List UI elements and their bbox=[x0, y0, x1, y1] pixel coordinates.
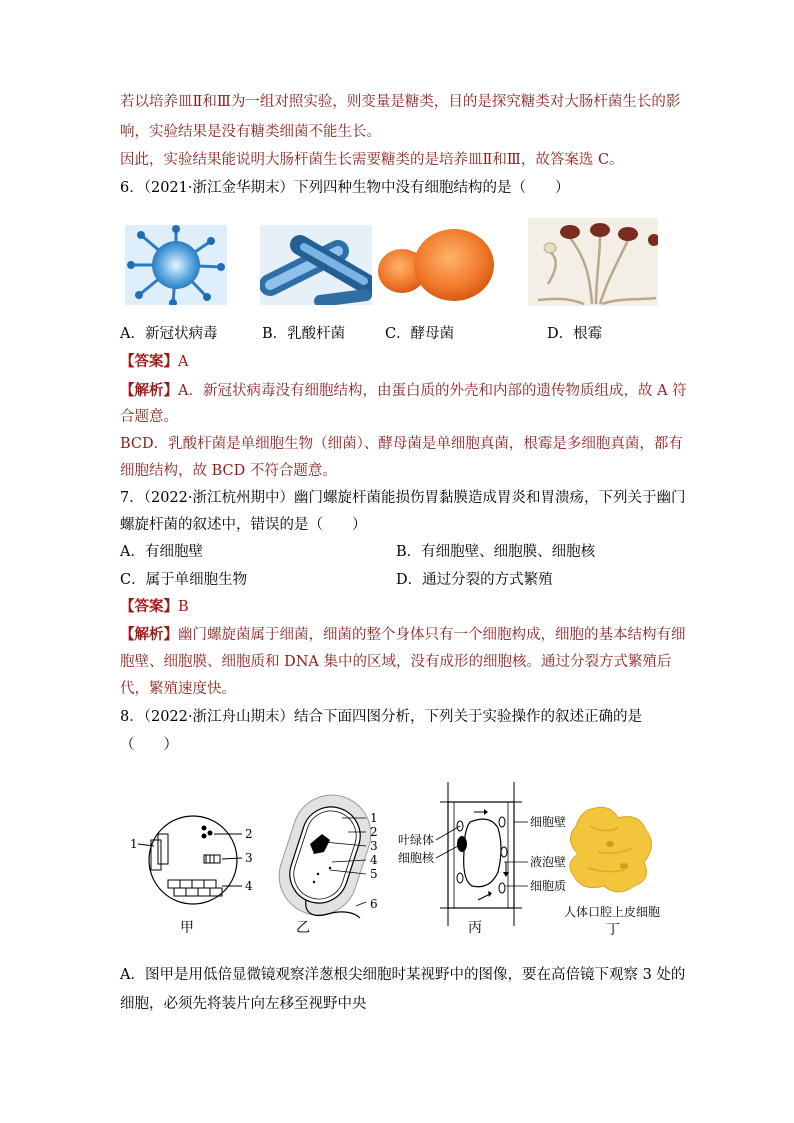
yi-num-5: 5 bbox=[370, 867, 378, 881]
q7-stem: 螺旋杆菌的叙述中，错误的是（ ） bbox=[120, 517, 367, 533]
analysis-line: 细胞结构，故 BCD 不符合题意。 bbox=[120, 463, 337, 479]
explanation-line: 响，实验结果是没有糖类细菌不能生长。 bbox=[120, 124, 381, 140]
q6-answer bbox=[120, 352, 188, 372]
yi-num-3: 3 bbox=[370, 839, 378, 853]
jia-num-4: 4 bbox=[245, 879, 253, 893]
yi-num-1: 1 bbox=[370, 811, 378, 825]
q8-option-a: 细胞，必须先将装片向左移至视野中央 bbox=[120, 996, 367, 1012]
label-ding: 丁 bbox=[606, 922, 620, 938]
q7-option-c: C．属于单细胞生物 bbox=[120, 572, 248, 588]
q6-option-b: B．乳酸杆菌 bbox=[262, 326, 346, 342]
analysis-line: 胞壁、细胞膜、细胞质和 DNA 集中的区域，没有成形的细胞核。通过分裂方式繁殖后 bbox=[120, 654, 672, 670]
bing-label-cytoplasm: 细胞质 bbox=[530, 879, 567, 893]
analysis-text: A．新冠状病毒没有细胞结构，由蛋白质的外壳和内部的遗传物质组成，故 A 符 bbox=[178, 383, 687, 399]
analysis-line: 合题意。 bbox=[120, 409, 178, 425]
jia-num-2: 2 bbox=[245, 827, 253, 841]
q6-stem: 6．（2021·浙江金华期末）下列四种生物中没有细胞结构的是（ ） bbox=[120, 180, 570, 196]
answer-tag: 【答案】 bbox=[120, 353, 178, 370]
jia-num-3: 3 bbox=[245, 851, 253, 865]
bing-label-vacuole-wall: 液泡壁 bbox=[530, 855, 567, 869]
bing-label-cell-wall: 细胞壁 bbox=[530, 815, 567, 829]
q6-option-a: A．新冠状病毒 bbox=[120, 326, 218, 342]
figure-bing bbox=[398, 782, 566, 936]
rhizopus-image bbox=[528, 218, 658, 306]
yeast-image bbox=[376, 225, 498, 305]
explanation-line: 因此，实验结果能说明大肠杆菌生长需要糖类的是培养皿Ⅱ和Ⅲ，故答案选 C。 bbox=[120, 152, 624, 168]
q7-option-b: B．有细胞壁、细胞膜、细胞核 bbox=[396, 544, 596, 560]
analysis-tag: 【解析】 bbox=[120, 382, 178, 399]
figure-jia bbox=[130, 816, 253, 936]
q6-option-c: C．酵母菌 bbox=[385, 326, 455, 342]
bing-label-chloroplast: 叶绿体 bbox=[398, 833, 435, 847]
q7-analysis bbox=[120, 625, 686, 645]
q8-stem: 8．（2022·浙江舟山期末）结合下面四图分析，下列关于实验操作的叙述正确的是 bbox=[120, 709, 642, 725]
q8-stem: （ ） bbox=[120, 737, 178, 753]
answer-value: A bbox=[178, 354, 189, 370]
lactobacillus-image bbox=[260, 225, 372, 305]
answer-tag: 【答案】 bbox=[120, 598, 178, 615]
q6-option-d: D．根霉 bbox=[547, 326, 603, 342]
label-jia: 甲 bbox=[180, 920, 194, 936]
explanation-line: 若以培养皿Ⅱ和Ⅲ为一组对照实验，则变量是糖类，目的是探究糖类对大肠杆菌生长的影 bbox=[120, 94, 681, 110]
label-yi: 乙 bbox=[296, 920, 310, 936]
yi-num-2: 2 bbox=[370, 825, 378, 839]
analysis-line: 代，繁殖速度快。 bbox=[120, 681, 236, 697]
jia-num-1: 1 bbox=[130, 837, 138, 851]
q7-stem: 7．（2022·浙江杭州期中）幽门螺旋杆菌能损伤胃黏膜造成胃炎和胃溃疡，下列关于幽门 bbox=[120, 490, 686, 506]
answer-value: B bbox=[178, 599, 189, 615]
label-bing: 丙 bbox=[468, 920, 482, 936]
figure-yi bbox=[269, 785, 381, 936]
analysis-tag: 【解析】 bbox=[120, 626, 178, 643]
q8-figure bbox=[118, 782, 678, 942]
figure-ding bbox=[564, 807, 660, 938]
analysis-text: 幽门螺旋菌属于细菌，细菌的整个身体只有一个细胞构成，细胞的基本结构有细 bbox=[178, 627, 686, 643]
q7-option-a: A．有细胞壁 bbox=[120, 544, 203, 560]
ding-caption: 人体口腔上皮细胞 bbox=[564, 905, 661, 919]
analysis-line: BCD．乳酸杆菌是单细胞生物（细菌）、酵母菌是单细胞真菌，根霉是多细胞真菌，都有 bbox=[120, 436, 683, 452]
q7-option-d: D．通过分裂的方式繁殖 bbox=[396, 572, 553, 588]
q8-option-a: A．图甲是用低倍显微镜观察洋葱根尖细胞时某视野中的图像，要在高倍镜下观察 3 处的 bbox=[120, 967, 686, 983]
yi-num-6: 6 bbox=[370, 897, 378, 911]
bing-label-nucleus: 细胞核 bbox=[398, 851, 435, 865]
virus-image bbox=[125, 225, 227, 305]
q6-analysis bbox=[120, 381, 687, 401]
yi-num-4: 4 bbox=[370, 853, 378, 867]
q7-answer bbox=[120, 597, 189, 617]
